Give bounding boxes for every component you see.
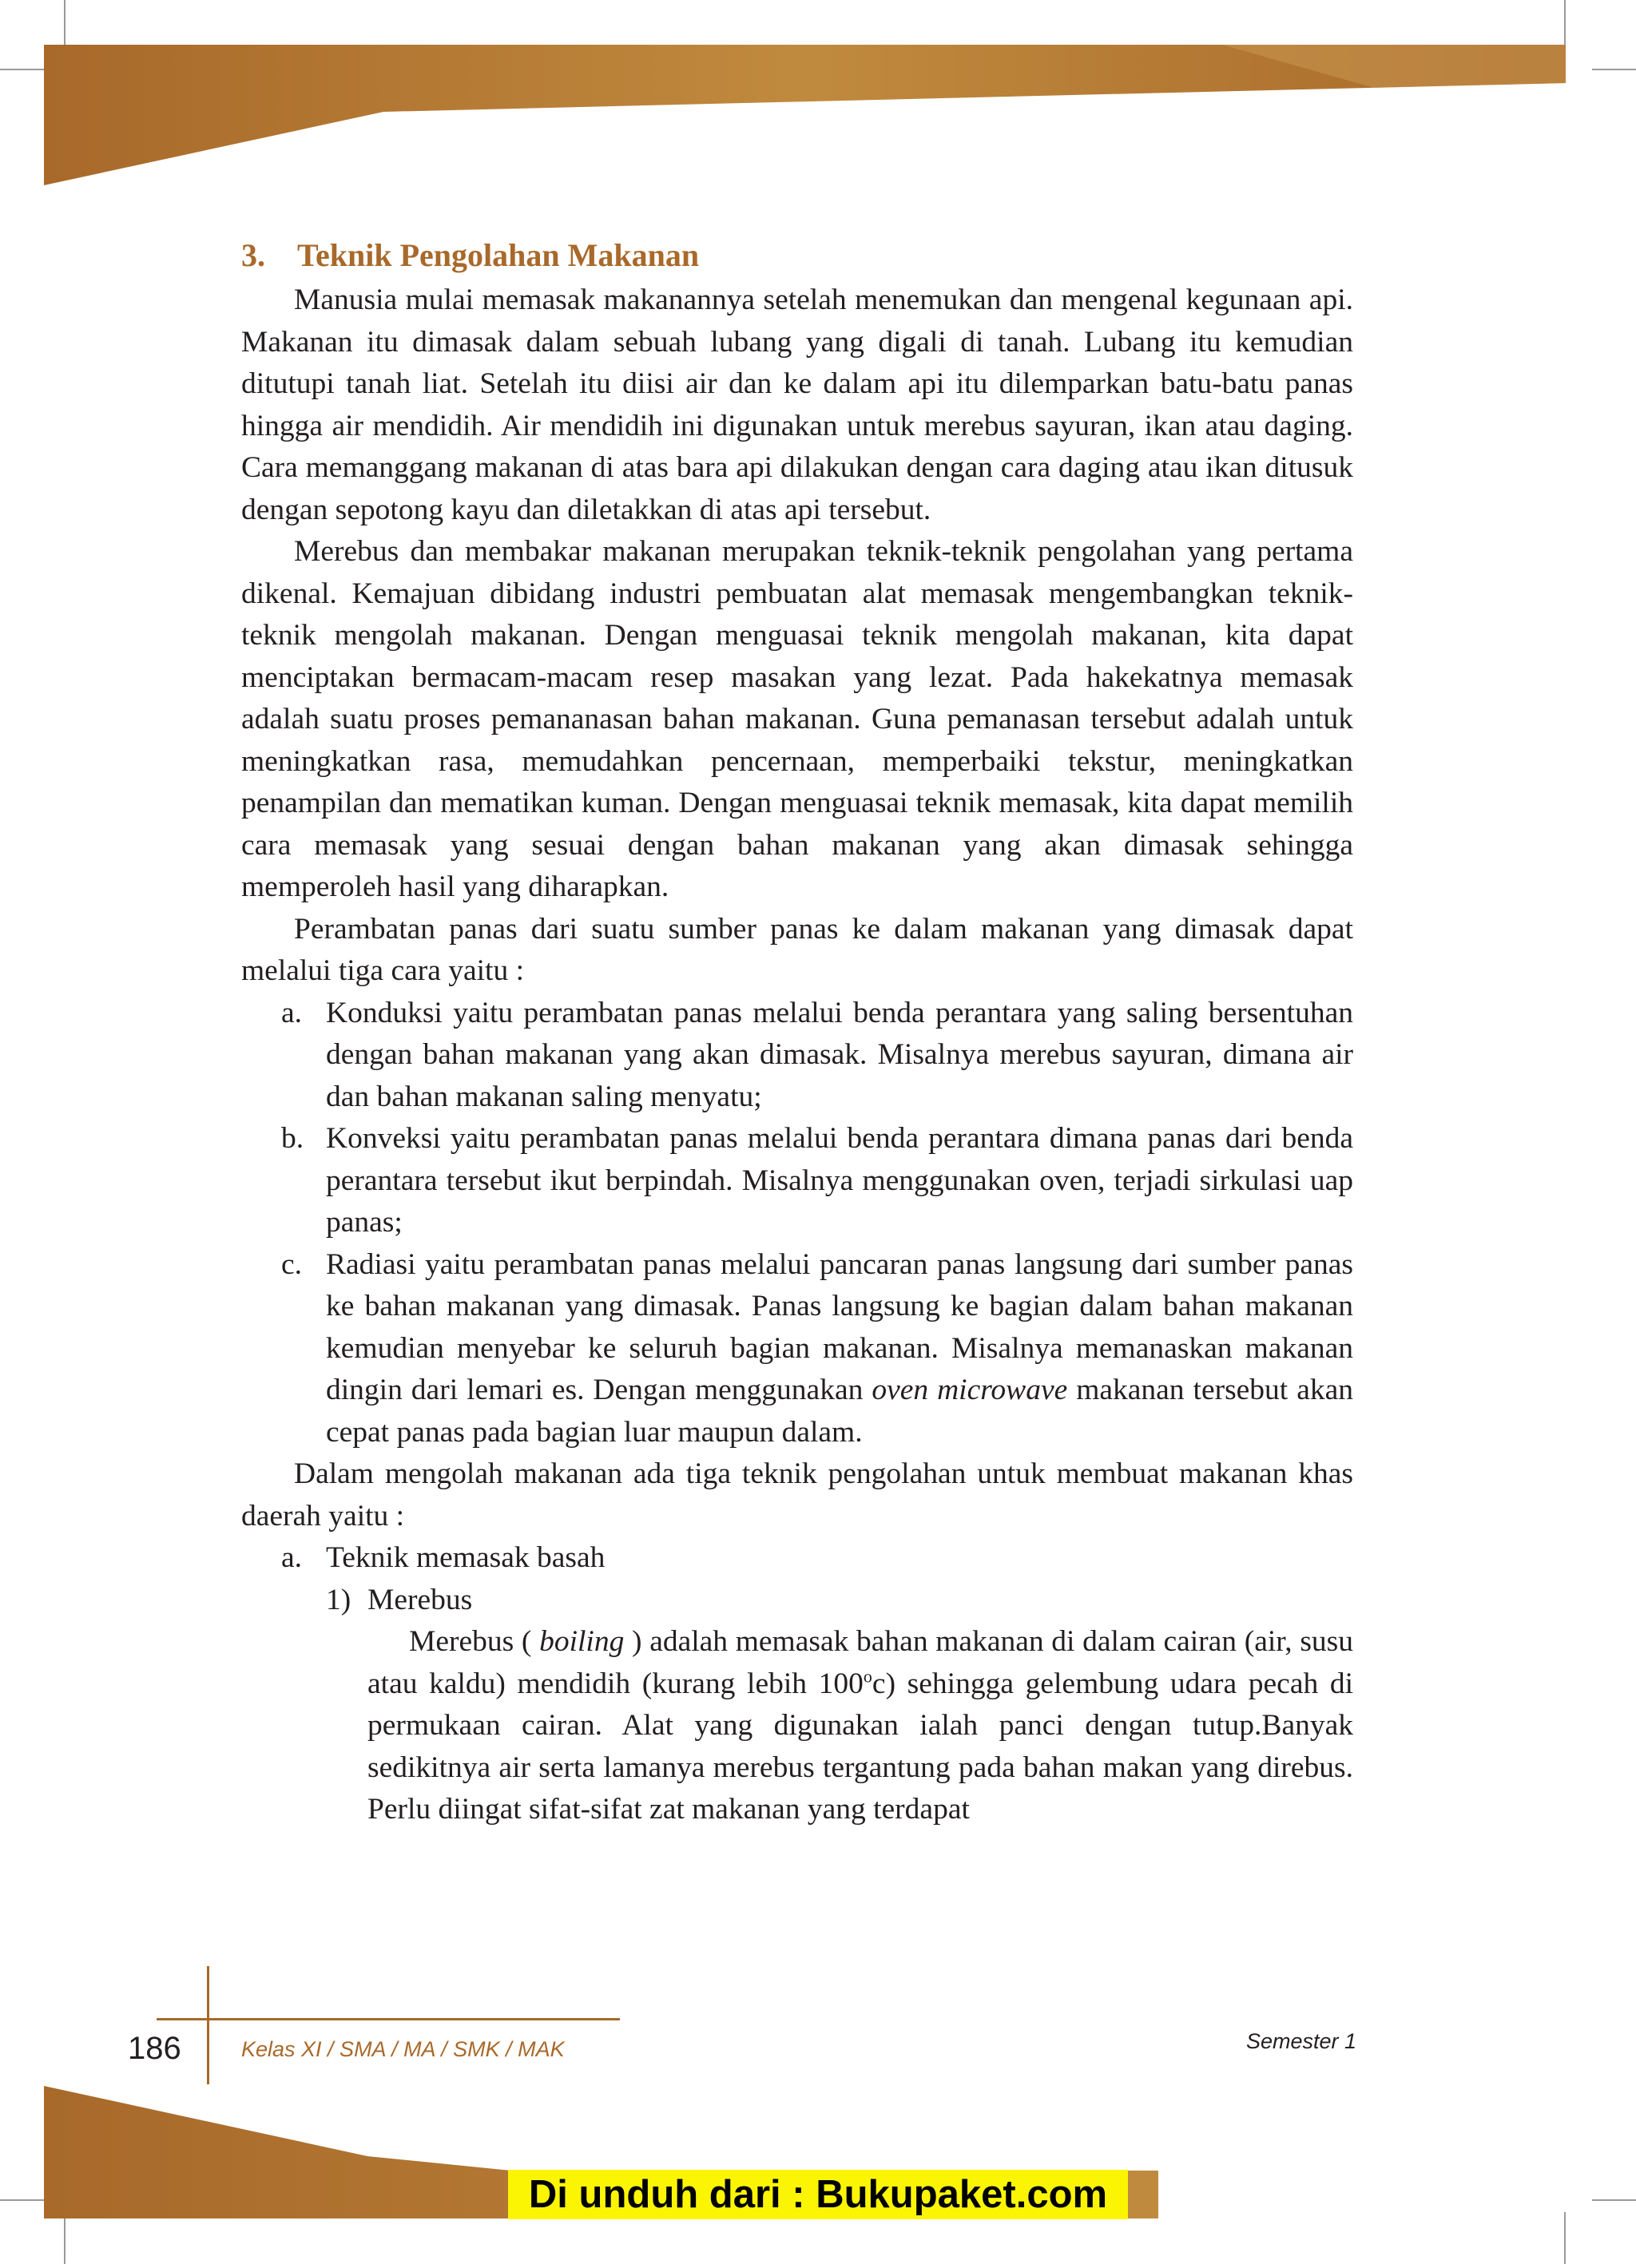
list-text-part: makanan tersebut akan cepat panas pada bagian luar maupun dalam. xyxy=(326,1374,1353,1449)
list-text xyxy=(326,1244,1353,1454)
text-part: Merebus ( xyxy=(409,1625,540,1658)
main-content xyxy=(241,232,1353,1831)
sub-list-item xyxy=(241,1580,1353,1622)
list-label: a. xyxy=(281,1541,303,1574)
section-heading xyxy=(241,232,1353,280)
section-title: Teknik Pengolahan Makanan xyxy=(297,237,700,273)
list-item xyxy=(241,1118,1353,1244)
italic-term: oven microwave xyxy=(872,1374,1068,1406)
list-text: Konduksi yaitu perambatan panas melalui benda perantara yang saling bersentuhan dengan bahan makanan yang akan dimasak. Misalnya merebus sayuran, dimana air dan bahan makanan saling menyatu; xyxy=(326,996,1353,1113)
footer-class-label: Kelas XI / SMA / MA / SMK / MAK xyxy=(241,2037,565,2061)
list-text: Konveksi yaitu perambatan panas melalui benda perantara dimana panas dari benda perantara tersebut ikut berpindah. Misalnya menggunakan oven, terjadi sirkulasi uap panas; xyxy=(326,1122,1353,1239)
list-text: Merebus xyxy=(367,1583,473,1616)
degree-superscript: o xyxy=(863,1666,872,1686)
sub-paragraph xyxy=(241,1621,1353,1831)
footer-divider-vertical xyxy=(207,1966,209,2084)
download-banner: Di unduh dari : Bukupaket.com xyxy=(508,2170,1128,2219)
list-text: Teknik memasak basah xyxy=(326,1541,606,1574)
list-item xyxy=(241,1244,1353,1454)
list-label: 1) xyxy=(326,1583,351,1616)
list-text-part: Radiasi yaitu perambatan panas melalui pancaran panas langsung dari sumber panas ke bahan makanan yang dimasak. Panas langsung ke bagian dalam bahan makanan kemudian menyebar ke seluruh bagian makanan. Misalnya memanaskan makanan dingin dari lemari es. Dengan menggunakan xyxy=(326,1247,1353,1406)
list-item xyxy=(241,1537,1353,1580)
list-label: a. xyxy=(281,996,303,1029)
paragraph: Manusia mulai memasak makanannya setelah menemukan dan mengenal kegunaan api. Makanan itu dimasak dalam sebuah lubang yang digali di tanah. Lubang itu kemudian ditutupi tanah liat. Setelah itu diisi air dan ke dalam api itu dilemparkan batu-batu panas hingga air mendidih. Air mendidih ini digunakan untuk merebus sayuran, ikan atau daging. Cara memanggang makanan di atas bara api dilakukan dengan cara daging atau ikan ditusuk dengan sepotong kayu dan diletakkan di atas api tersebut. xyxy=(241,284,1353,526)
paragraph: Merebus dan membakar makanan merupakan teknik-teknik pengolahan yang pertama dikenal. Kemajuan dibidang industri pembuatan alat memasak mengembangkan teknik-teknik mengolah makanan. Dengan menguasai teknik mengolah makanan, kita dapat menciptakan bermacam-macam resep masakan yang lezat. Pada hakekatnya memasak adalah suatu proses pemananasan bahan makanan. Guna pemanasan tersebut adalah untuk meningkatkan rasa, memudahkan pencernaan, memperbaiki tekstur, meningkatkan penampilan dan mematikan kuman. Dengan menguasai teknik memasak, kita dapat memilih cara memasak yang sesuai dengan bahan makanan yang akan dimasak sehingga memperoleh hasil yang diharapkan. xyxy=(241,535,1353,903)
list-label: c. xyxy=(281,1247,303,1281)
footer-semester-label: Semester 1 xyxy=(1245,2029,1356,2053)
page-number: 186 xyxy=(128,2031,181,2066)
text-part: ) adalah memasak bahan makanan di dalam cairan (air, susu atau kaldu) mendidih (kurang lebih 100 xyxy=(367,1625,1354,1700)
paragraph: Dalam mengolah makanan ada tiga teknik pengolahan untuk membuat makanan khas daerah yaitu : xyxy=(241,1457,1353,1532)
header-decoration xyxy=(0,0,1636,192)
list-item xyxy=(241,993,1353,1119)
paragraph: Perambatan panas dari suatu sumber panas ke dalam makanan yang dimasak dapat melalui tiga cara yaitu : xyxy=(241,912,1353,987)
text-part: c) sehingga gelembung udara pecah di permukaan cairan. Alat yang digunakan ialah panci dengan tutup.Banyak sedikitnya air serta lamanya merebus tergantung pada bahan makan yang direbus. Perlu diingat sifat-sifat zat makanan yang terdapat xyxy=(367,1667,1354,1826)
list-label: b. xyxy=(281,1122,304,1155)
footer-divider-horizontal xyxy=(157,2018,620,2020)
italic-term: boiling xyxy=(539,1625,625,1658)
section-number: 3. xyxy=(241,237,265,273)
